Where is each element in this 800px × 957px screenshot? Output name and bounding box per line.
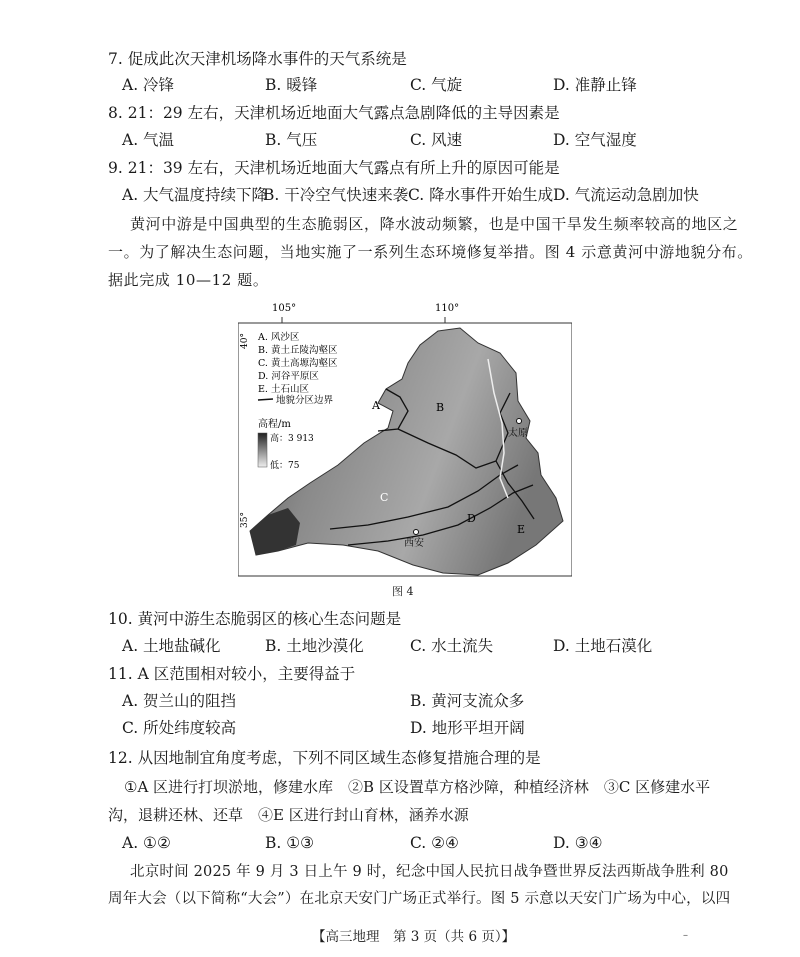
passage1-line-1: 黄河中游是中国典型的生态脆弱区，降水波动频繁，也是中国干旱发生频率较高的地区之: [130, 215, 739, 233]
passage2-line-2: 周年大会（以下简称“大会”）在北京天安门广场正式举行。图 5 示意以天安门广场为中心，以四: [108, 891, 731, 907]
q8-option-c: C. 风速: [410, 131, 463, 149]
q7-option-a: A. 冷锋: [122, 76, 175, 94]
legend-c: C. 黄土高塬沟壑区: [258, 358, 338, 369]
question-7-stem: 7. 促成此次天津机场降水事件的天气系统是: [108, 50, 407, 68]
q7-option-b: B. 暖锋: [265, 76, 318, 94]
q9-option-b: B. 干冷空气快速来袭: [263, 186, 409, 204]
footer-mark: –: [683, 930, 688, 941]
q12-option-d: D. ③④: [553, 834, 603, 852]
question-9-stem: 9. 21：39 左右，天津机场近地面大气露点有所上升的原因可能是: [108, 159, 560, 177]
q8-option-b: B. 气压: [265, 131, 318, 149]
region-label-d: D: [467, 512, 476, 525]
q12-option-b: B. ①③: [265, 834, 315, 852]
elevation-low: 低：75: [270, 461, 300, 471]
q11-option-c: C. 所处纬度较高: [122, 719, 237, 737]
region-label-b: B: [436, 401, 445, 414]
q12-statements-line-2: 沟，退耕还林、还草 ④E 区进行封山育林，涵养水源: [108, 806, 469, 824]
q9-option-d: D. 气流运动急剧加快: [553, 186, 699, 204]
q10-option-a: A. 土地盐碱化: [122, 637, 221, 655]
question-11-stem: 11. A 区范围相对较小，主要得益于: [108, 665, 356, 683]
lat-label-40: 40°: [240, 333, 250, 349]
city-xian: 西安: [404, 538, 424, 549]
elevation-color-bar: [258, 433, 267, 467]
elevation-title: 高程/m: [258, 419, 291, 430]
legend-boundary: 地貌分区边界: [276, 395, 334, 406]
question-12-stem: 12. 从因地制宜角度考虑，下列不同区域生态修复措施合理的是: [108, 749, 541, 767]
elevation-high: 高：3 913: [270, 434, 314, 444]
q8-option-d: D. 空气湿度: [553, 131, 637, 149]
q8-option-a: A. 气温: [122, 131, 175, 149]
figure-4-caption: 图 4: [392, 585, 414, 598]
q9-option-c: C. 降水事件开始生成: [408, 186, 554, 204]
legend-a: A. 风沙区: [258, 332, 300, 343]
q9-option-a: A. 大气温度持续下降: [122, 186, 268, 204]
question-8-stem: 8. 21：29 左右，天津机场近地面大气露点急剧降低的主导因素是: [108, 104, 560, 122]
passage1-line-2: 一。为了解决生态问题，当地实施了一系列生态环境修复举措。图 4 示意黄河中游地貌分布。: [108, 243, 753, 261]
lon-label-110: 110°: [435, 303, 460, 314]
region-label-a: A: [372, 399, 380, 412]
q11-option-a: A. 贺兰山的阻挡: [122, 692, 237, 710]
legend-boundary-line: [258, 399, 273, 400]
q12-option-a: A. ①②: [122, 834, 171, 852]
q7-option-d: D. 准静止锋: [553, 76, 637, 94]
q12-statements-line-1: ①A 区进行打坝淤地，修建水库 ②B 区设置草方格沙障，种植经济林 ③C 区修建水平: [124, 778, 711, 796]
legend-d: D. 河谷平原区: [258, 371, 319, 382]
region-label-c: C: [380, 491, 389, 504]
page-footer: 【高三地理 第 3 页（共 6 页）】: [312, 929, 516, 945]
passage2-line-1: 北京时间 2025 年 9 月 3 日上午 9 时，纪念中国人民抗日战争暨世界反法西斯战争胜利 80: [130, 864, 729, 880]
xian-marker: [414, 530, 419, 535]
q10-option-c: C. 水土流失: [410, 637, 494, 655]
city-taiyuan: 太原: [508, 428, 528, 439]
lon-label-105: 105°: [272, 303, 297, 314]
q11-option-d: D. 地形平坦开阔: [410, 719, 525, 737]
question-10-stem: 10. 黄河中游生态脆弱区的核心生态问题是: [108, 610, 402, 628]
legend-e: E. 土石山区: [258, 384, 309, 395]
q7-option-c: C. 气旋: [410, 76, 463, 94]
q10-option-b: B. 土地沙漠化: [265, 637, 364, 655]
q12-option-c: C. ②④: [410, 834, 459, 852]
region-label-e: E: [517, 523, 526, 536]
q11-option-b: B. 黄河支流众多: [410, 692, 525, 710]
lat-label-35: 35°: [240, 512, 250, 528]
q10-option-d: D. 土地石漠化: [553, 637, 653, 655]
passage1-line-3: 据此完成 10—12 题。: [108, 271, 269, 289]
taiyuan-marker: [517, 419, 522, 424]
legend-b: B. 黄土丘陵沟壑区: [258, 345, 338, 356]
figure-4-map: [238, 293, 572, 578]
